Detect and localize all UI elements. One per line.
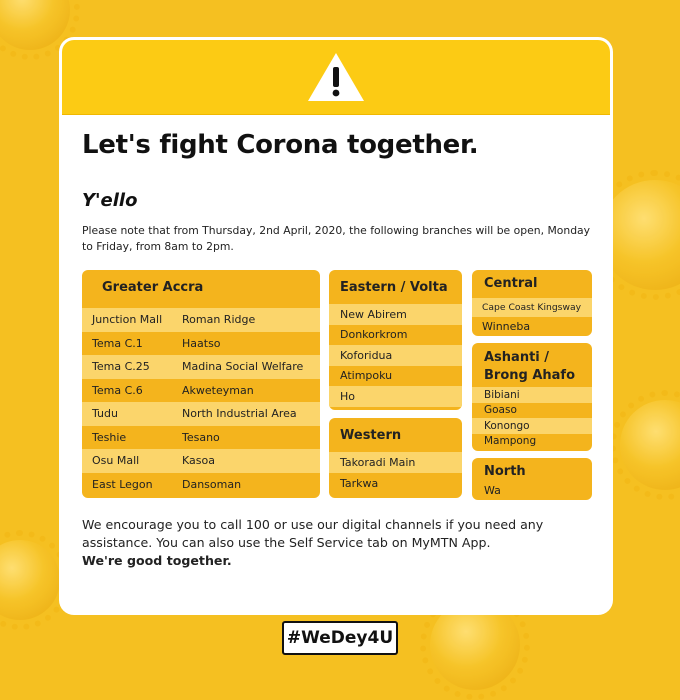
branch-name: Tarkwa <box>340 477 379 490</box>
branch-name: Haatso <box>182 336 221 350</box>
opening-notice: Please note that from Thursday, 2nd April, 2020, the following branches will be open, Monday to Friday, from 8am to 2pm. <box>82 224 591 253</box>
branch-row <box>472 317 592 336</box>
notice-card <box>62 40 610 612</box>
branch-name: Takoradi Main <box>340 456 416 469</box>
branch-name: Goaso <box>484 404 517 417</box>
branch-row <box>329 345 462 366</box>
branch-name: Tudu <box>92 407 118 421</box>
region-north <box>472 458 592 500</box>
region-title: Eastern / Volta <box>340 280 448 295</box>
tagline: We're good together. <box>82 553 232 568</box>
branch-name: Tema C.25 <box>92 360 150 374</box>
branch-name: East Legon <box>92 477 153 491</box>
branch-name: New Abirem <box>340 307 407 321</box>
branch-row <box>472 482 592 498</box>
branch-name: Donkorkrom <box>340 328 408 342</box>
branch-name: Osu Mall <box>92 454 140 468</box>
branch-name: Dansoman <box>182 477 242 491</box>
branch-row <box>472 434 592 450</box>
region-title: Ashanti / Brong Ahafo <box>484 350 576 383</box>
greeting: Y'ello <box>82 190 138 211</box>
branch-row <box>82 308 320 332</box>
branch-name: Koforidua <box>340 348 393 362</box>
warning-icon <box>306 51 366 103</box>
region-title: Central <box>484 276 538 291</box>
branch-name: Roman Ridge <box>182 313 256 327</box>
branch-name: Tema C.1 <box>92 336 143 350</box>
branch-row <box>472 387 592 403</box>
region-eastern-volta <box>329 270 462 410</box>
branch-row <box>329 386 462 407</box>
branch-row <box>82 473 320 497</box>
card-header <box>62 40 610 115</box>
branch-name: Akweteyman <box>182 383 254 397</box>
branch-name: Bibiani <box>484 388 520 401</box>
footer-message <box>82 516 592 570</box>
branch-row <box>329 473 462 494</box>
branch-row <box>329 304 462 325</box>
branch-row <box>82 332 320 356</box>
page-title: Let's fight Corona together. <box>82 130 479 160</box>
branch-name: Ho <box>340 389 356 403</box>
branch-name: Madina Social Welfare <box>182 360 304 374</box>
branch-row <box>472 298 592 317</box>
region-title: Western <box>340 428 402 443</box>
virus-decoration <box>430 600 520 690</box>
branch-name: Teshie <box>92 430 127 444</box>
region-greater-accra <box>82 270 320 498</box>
region-title: North <box>484 464 526 479</box>
branch-row <box>329 452 462 473</box>
branch-row <box>82 449 320 473</box>
region-title: Greater Accra <box>102 280 204 295</box>
region-western <box>329 418 462 498</box>
branch-name: Cape Coast Kingsway <box>482 302 582 313</box>
branch-name: Junction Mall <box>92 313 163 327</box>
branch-name: Atimpoku <box>340 369 393 383</box>
branch-row <box>82 426 320 450</box>
branch-row <box>82 355 320 379</box>
branch-row <box>82 402 320 426</box>
region-central <box>472 270 592 336</box>
branch-name: Tesano <box>182 430 220 444</box>
virus-decoration <box>0 0 70 50</box>
region-ashanti-brong-ahafo <box>472 343 592 451</box>
footer-text: We encourage you to call 100 or use our digital channels if you need any assistance. You can also use the Self Service tab on MyMTN App. <box>82 517 544 550</box>
branch-name: Winneba <box>482 320 531 333</box>
branch-row <box>472 403 592 419</box>
branch-row <box>329 366 462 387</box>
branch-name: Tema C.6 <box>92 383 143 397</box>
branch-row <box>82 379 320 403</box>
branch-row <box>329 325 462 346</box>
branch-name: Kasoa <box>182 454 215 468</box>
virus-decoration <box>620 400 680 490</box>
branch-name: North Industrial Area <box>182 407 297 421</box>
virus-decoration <box>600 180 680 290</box>
hashtag-badge: #WeDey4U <box>282 621 398 655</box>
branch-row <box>472 418 592 434</box>
branch-name: Mampong <box>484 435 537 448</box>
virus-decoration <box>0 540 60 620</box>
branch-name: Konongo <box>484 419 530 432</box>
branch-name: Wa <box>484 483 501 497</box>
